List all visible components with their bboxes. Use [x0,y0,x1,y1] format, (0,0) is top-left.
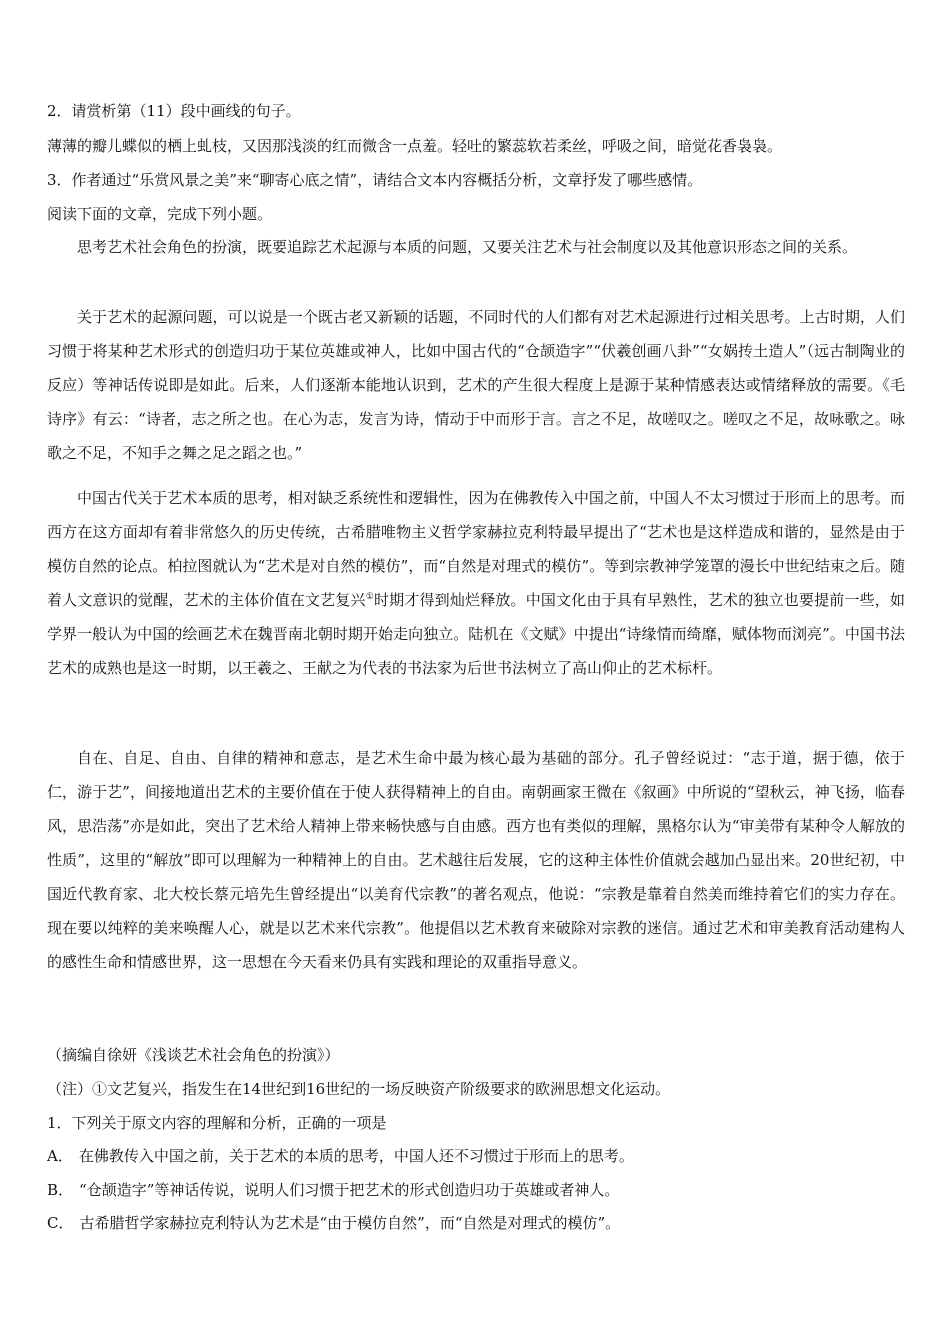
question-1-stem: 1．下列关于原文内容的理解和分析，正确的一项是 [47,1114,387,1132]
question-3: 3．作者通过“乐赏风景之美”来“聊寄心底之情”，请结合文本内容概括分析，文章抒发了哪些感情。 [47,171,703,189]
footnote: （注）①文艺复兴，指发生在14世纪到16世纪的一场反映资产阶级要求的欧洲思想文化运动。 [47,1080,671,1098]
option-c[interactable] [47,1213,620,1233]
quoted-sentence: 薄薄的瓣儿蝶似的栖上虬枝，又因那浅淡的红而微含一点羞。轻吐的繁蕊软若柔丝，呼吸之间，暗觉花香袅袅。 [47,137,783,155]
paragraph-3-text-a: 中国古代关于艺术本质的思考，相对缺乏系统性和逻辑性，因为在佛教传入中国之前，中国人不太习惯过于形而上的思考。而西方在这方面却有着非常悠久的历史传统，古希腊唯物主义哲学家赫拉克利特最早提出了“艺术也是这样造成和谐的，显然是由于模仿自然的论点。柏拉图就认为“艺术是对自然的模仿”，而“自然是对理式的模仿”。等到宗教神学笼罩的漫长中世纪结束之后。随着人文意识的觉醒，艺术的主体价值在文艺复兴 [47,489,905,609]
option-a-text: 在佛教传入中国之前，关于艺术的本质的思考，中国人还不习惯过于形而上的思考。 [78,1147,634,1165]
article-paragraph-3 [47,481,905,685]
option-a[interactable] [47,1146,634,1166]
paragraph-3-text-b: 时期才得到灿烂释放。中国文化由于具有早熟性，艺术的独立也要提前一些，如学界一般认为中国的绘画艺术在魏晋南北朝时期开始走向独立。陆机在《文赋》中提出“诗缘情而绮靡，赋体物而浏亮”。中国书法艺术的成熟也是这一时期，以王羲之、王献之为代表的书法家为后世书法树立了高山仰止的艺术标杆。 [47,591,905,677]
option-b-text: “仓颉造字”等神话传说，说明人们习惯于把艺术的形式创造归功于英雄或者神人。 [79,1181,620,1199]
option-c-letter: C． [47,1214,74,1232]
article-source: （摘编自徐妍《浅谈艺术社会角色的扮演》） [47,1046,340,1064]
article-paragraph-2: 关于艺术的起源问题，可以说是一个既古老又新颖的话题，不同时代的人们都有对艺术起源进行过相关思考。上古时期，人们习惯于将某种艺术形式的创造归功于某位英雄或神人，比如中国古代的“仓颉造字”“伏羲创画八卦”“女娲抟土造人”（远古制陶业的反应）等神话传说即是如此。后来，人们逐渐本能地认识到，艺术的产生很大程度上是源于某种情感表达或情绪释放的需要。《毛诗序》有云：“诗者，志之所之也。在心为志，发言为诗，情动于中而形于言。言之不足，故嗟叹之。嗟叹之不足，故咏歌之。咏歌之不足，不知手之舞之足之蹈之也。” [47,308,905,462]
option-c-text: 古希腊哲学家赫拉克利特认为艺术是“由于模仿自然”，而“自然是对理式的模仿”。 [79,1214,621,1232]
reading-instruction: 阅读下面的文章，完成下列小题。 [47,205,273,223]
option-b-letter: B． [47,1181,74,1199]
article-paragraph-4: 自在、自足、自由、自律的精神和意志，是艺术生命中最为核心最为基础的部分。孔子曾经说过：“志于道，据于德，依于仁，游于艺”，间接地道出艺术的主要价值在于使人获得精神上的自由。南朝画家王微在《叙画》中所说的“望秋云，神飞扬，临春风，思浩荡”亦是如此，突出了艺术给人精神上带来畅快感与自由感。西方也有类似的理解，黑格尔认为“审美带有某种令人解放的性质”，这里的“解放”即可以理解为一种精神上的自由。艺术越往后发展，它的这种主体性价值就会越加凸显出来。20世纪初，中国近代教育家、北大校长蔡元培先生曾经提出“以美育代宗教”的著名观点，他说：“宗教是靠着自然美而维持着它们的实力存在。现在要以纯粹的美来唤醒人心，就是以艺术来代宗教”。他提倡以艺术教育来破除对宗教的迷信。通过艺术和审美教育活动建构人的感性生命和情感世界，这一思想在今天看来仍具有实践和理论的双重指导意义。 [47,749,905,971]
footnote-marker: ① [365,592,374,602]
question-2: 2．请赏析第（11）段中画线的句子。 [47,102,301,120]
option-b[interactable] [47,1180,619,1200]
option-a-letter: A． [47,1147,73,1165]
article-paragraph-1: 思考艺术社会角色的扮演，既要追踪艺术起源与本质的问题，又要关注艺术与社会制度以及其他意识形态之间的关系。 [77,238,858,256]
